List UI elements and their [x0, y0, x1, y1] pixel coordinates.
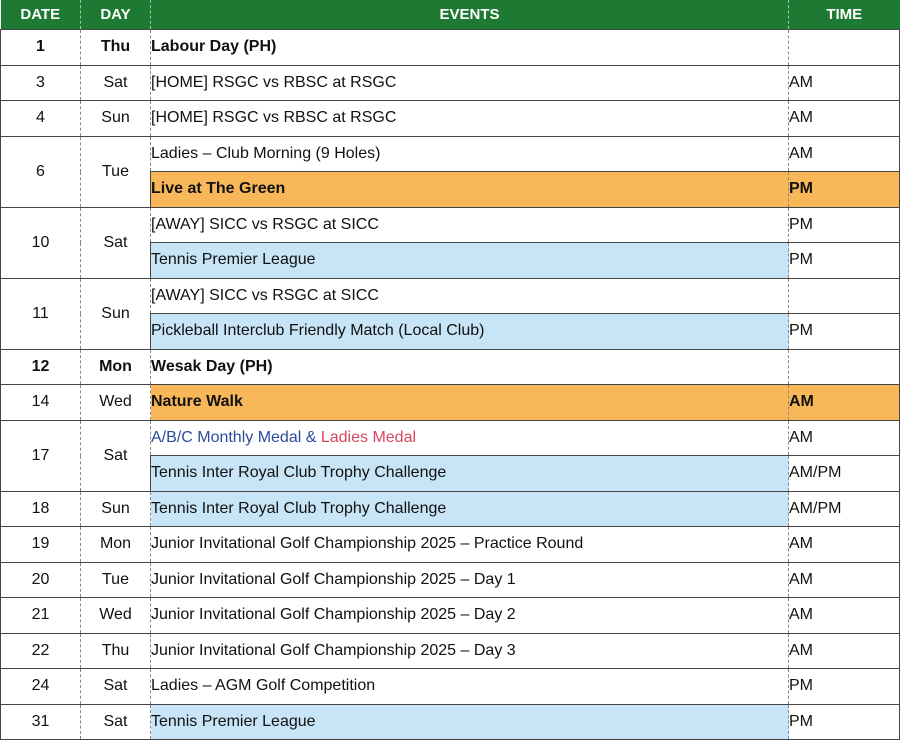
day-cell: Sat — [81, 704, 151, 740]
date-cell: 3 — [1, 65, 81, 101]
day-cell: Sat — [81, 420, 151, 491]
event-cell — [151, 420, 789, 456]
table-row — [1, 420, 900, 456]
date-cell: 10 — [1, 207, 81, 278]
event-cell: Ladies – AGM Golf Competition — [151, 669, 789, 705]
time-cell: AM — [789, 65, 900, 101]
date-cell: 20 — [1, 562, 81, 598]
event-cell: Nature Walk — [151, 385, 789, 421]
event-cell: [AWAY] SICC vs RSGC at SICC — [151, 278, 789, 314]
table-row — [1, 65, 900, 101]
day-cell: Sat — [81, 65, 151, 101]
time-cell — [789, 349, 900, 385]
table-row — [1, 385, 900, 421]
date-cell: 6 — [1, 136, 81, 207]
header-day: DAY — [81, 0, 151, 30]
table-row — [1, 349, 900, 385]
table-row — [1, 136, 900, 172]
day-cell: Sat — [81, 669, 151, 705]
event-cell: Ladies – Club Morning (9 Holes) — [151, 136, 789, 172]
time-cell: AM/PM — [789, 456, 900, 492]
time-cell: AM — [789, 385, 900, 421]
time-cell: PM — [789, 172, 900, 208]
event-ladies-medal: Ladies Medal — [320, 428, 417, 446]
time-cell: PM — [789, 243, 900, 279]
day-cell: Thu — [81, 30, 151, 66]
day-cell: Sun — [81, 278, 151, 349]
time-cell: AM — [789, 101, 900, 137]
date-cell: 17 — [1, 420, 81, 491]
time-cell: AM — [789, 633, 900, 669]
table-row — [1, 562, 900, 598]
day-cell: Tue — [81, 136, 151, 207]
date-cell: 31 — [1, 704, 81, 740]
time-cell: PM — [789, 207, 900, 243]
date-cell: 21 — [1, 598, 81, 634]
time-cell: PM — [789, 704, 900, 740]
table-row — [1, 633, 900, 669]
table-row — [1, 669, 900, 705]
event-cell: Tennis Premier League — [151, 243, 789, 279]
date-cell: 11 — [1, 278, 81, 349]
date-cell: 22 — [1, 633, 81, 669]
date-cell: 14 — [1, 385, 81, 421]
table-row — [1, 491, 900, 527]
day-cell: Mon — [81, 349, 151, 385]
time-cell: AM — [789, 420, 900, 456]
day-cell: Tue — [81, 562, 151, 598]
table-row — [1, 101, 900, 137]
date-cell: 18 — [1, 491, 81, 527]
table-row — [1, 207, 900, 243]
table-row — [1, 598, 900, 634]
day-cell: Wed — [81, 598, 151, 634]
time-cell: AM — [789, 527, 900, 563]
day-cell: Sun — [81, 101, 151, 137]
event-cell: Tennis Inter Royal Club Trophy Challenge — [151, 491, 789, 527]
header-date: DATE — [1, 0, 81, 30]
time-cell: AM/PM — [789, 491, 900, 527]
date-cell: 4 — [1, 101, 81, 137]
event-cell: Live at The Green — [151, 172, 789, 208]
day-cell: Mon — [81, 527, 151, 563]
time-cell — [789, 278, 900, 314]
time-cell: PM — [789, 669, 900, 705]
time-cell — [789, 30, 900, 66]
table-row — [1, 704, 900, 740]
day-cell: Thu — [81, 633, 151, 669]
time-cell: PM — [789, 314, 900, 350]
event-monthly-medal: A/B/C Monthly Medal & — [151, 428, 321, 446]
event-cell: Junior Invitational Golf Championship 2025 – Practice Round — [151, 527, 789, 563]
date-cell: 24 — [1, 669, 81, 705]
event-cell: Junior Invitational Golf Championship 2025 – Day 2 — [151, 598, 789, 634]
event-cell: [HOME] RSGC vs RBSC at RSGC — [151, 65, 789, 101]
header-row — [1, 0, 900, 30]
event-cell: Junior Invitational Golf Championship 2025 – Day 3 — [151, 633, 789, 669]
event-cell: [HOME] RSGC vs RBSC at RSGC — [151, 101, 789, 137]
time-cell: AM — [789, 598, 900, 634]
day-cell: Sun — [81, 491, 151, 527]
event-cell: [AWAY] SICC vs RSGC at SICC — [151, 207, 789, 243]
date-cell: 1 — [1, 30, 81, 66]
event-cell: Junior Invitational Golf Championship 2025 – Day 1 — [151, 562, 789, 598]
header-time: TIME — [789, 0, 900, 30]
table-row — [1, 30, 900, 66]
event-cell: Pickleball Interclub Friendly Match (Local Club) — [151, 314, 789, 350]
date-cell: 19 — [1, 527, 81, 563]
time-cell: AM — [789, 562, 900, 598]
event-cell: Tennis Premier League — [151, 704, 789, 740]
date-cell: 12 — [1, 349, 81, 385]
event-cell: Tennis Inter Royal Club Trophy Challenge — [151, 456, 789, 492]
table-row — [1, 278, 900, 314]
table-row — [1, 527, 900, 563]
header-events: EVENTS — [151, 0, 789, 30]
event-cell: Labour Day (PH) — [151, 30, 789, 66]
time-cell: AM — [789, 136, 900, 172]
event-cell: Wesak Day (PH) — [151, 349, 789, 385]
day-cell: Sat — [81, 207, 151, 278]
day-cell: Wed — [81, 385, 151, 421]
